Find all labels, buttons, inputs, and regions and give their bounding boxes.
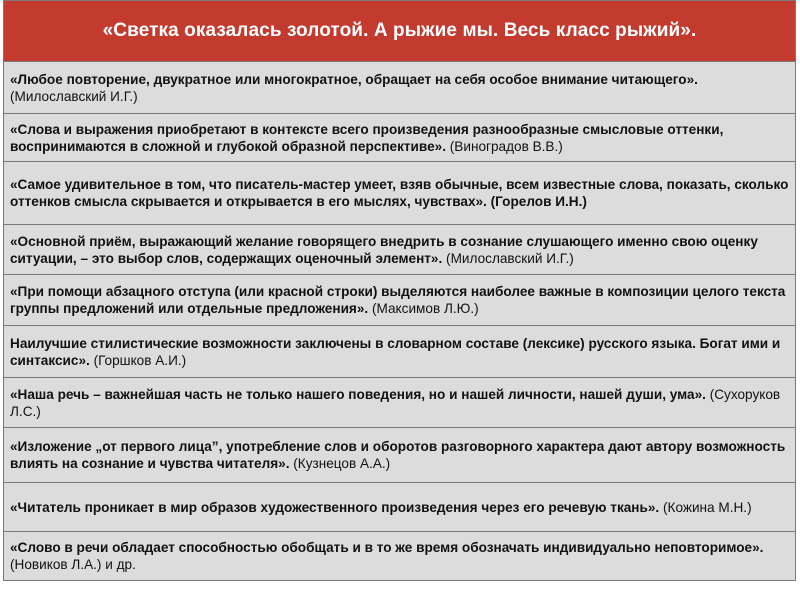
quote-row [4, 326, 796, 378]
quote-text: «Самое удивительное в том, что писатель-мастер умеет, взяв обычные, всем известные слова, показать, сколько оттенков смысла скрывается и открывается в его мыслях, чувствах». (Горелов И.Н.) [10, 177, 789, 209]
quote-text: «Наша речь – важнейшая часть не только нашего поведения, но и нашей личности, нашей души, ума». [10, 386, 706, 402]
quote-row [4, 378, 796, 428]
quote-author: (Новиков Л.А.) и др. [10, 557, 136, 572]
quote-text: Наилучшие стилистические возможности заключены в словарном составе (лексике) русского языка. Богат ими и синтаксис». [10, 335, 781, 368]
quote-author: (Кузнецов А.А.) [289, 456, 391, 471]
quote-cell [4, 162, 796, 225]
quote-cell [4, 225, 796, 275]
quote-author: (Виноградов В.В.) [445, 138, 563, 154]
quote-row [4, 225, 796, 275]
quotes-table [3, 0, 796, 581]
quote-cell [4, 483, 796, 532]
quote-cell [4, 378, 796, 428]
quote-author: (Милославский И.Г.) [10, 88, 138, 104]
quote-text: «Слова и выражения приобретают в контексте всего произведения разнообразные смысловые оттенки, воспринимаются в сложной и глубокой образной перспективе». [10, 121, 724, 154]
quote-row [4, 428, 796, 483]
quote-cell [4, 532, 796, 581]
quote-text: «Изложение „от первого лица”, употребление слов и оборотов разговорного характера дают автору возможность влиять на сознание и чувства читателя». [10, 439, 786, 471]
quote-text: «Читатель проникает в мир образов художественного произведения через его речевую ткань». [10, 499, 660, 515]
quote-cell [4, 62, 796, 114]
quote-row [4, 114, 796, 162]
quote-author: (Кожина М.Н.) [659, 499, 752, 515]
quote-author: (Милославский И.Г.) [442, 250, 574, 266]
title: «Светка оказалась золотой. А рыжие мы. Весь класс рыжий». [4, 1, 796, 62]
title-row [4, 1, 796, 62]
quote-row [4, 275, 796, 326]
quote-cell [4, 326, 796, 378]
quote-row [4, 483, 796, 532]
quote-author: (Горшков А.И.) [89, 352, 187, 368]
quote-cell [4, 275, 796, 326]
quote-text: «Основной приём, выражающий желание говорящего внедрить в сознание слушающего именно свою оценку ситуации, – это выбор слов, содержащих оценочный элемент». [10, 233, 758, 266]
quote-row [4, 532, 796, 581]
quote-text: «Слово в речи обладает способностью обобщать и в то же время обозначать индивидуально неповторимое». [10, 540, 764, 555]
quote-text: «При помощи абзацного отступа (или красной строки) выделяются наиболее важные в композиции целого текста группы предложений или отдельные предложения». [10, 284, 786, 316]
quote-author: (Максимов Л.Ю.) [368, 301, 479, 316]
quote-row [4, 162, 796, 225]
quote-row [4, 62, 796, 114]
quote-text: «Любое повторение, двукратное или многократное, обращает на себя особое внимание читающего». [10, 71, 698, 87]
quote-cell [4, 114, 796, 162]
quote-author: (Сухоруков Л.С.) [10, 386, 781, 419]
quote-cell [4, 428, 796, 483]
